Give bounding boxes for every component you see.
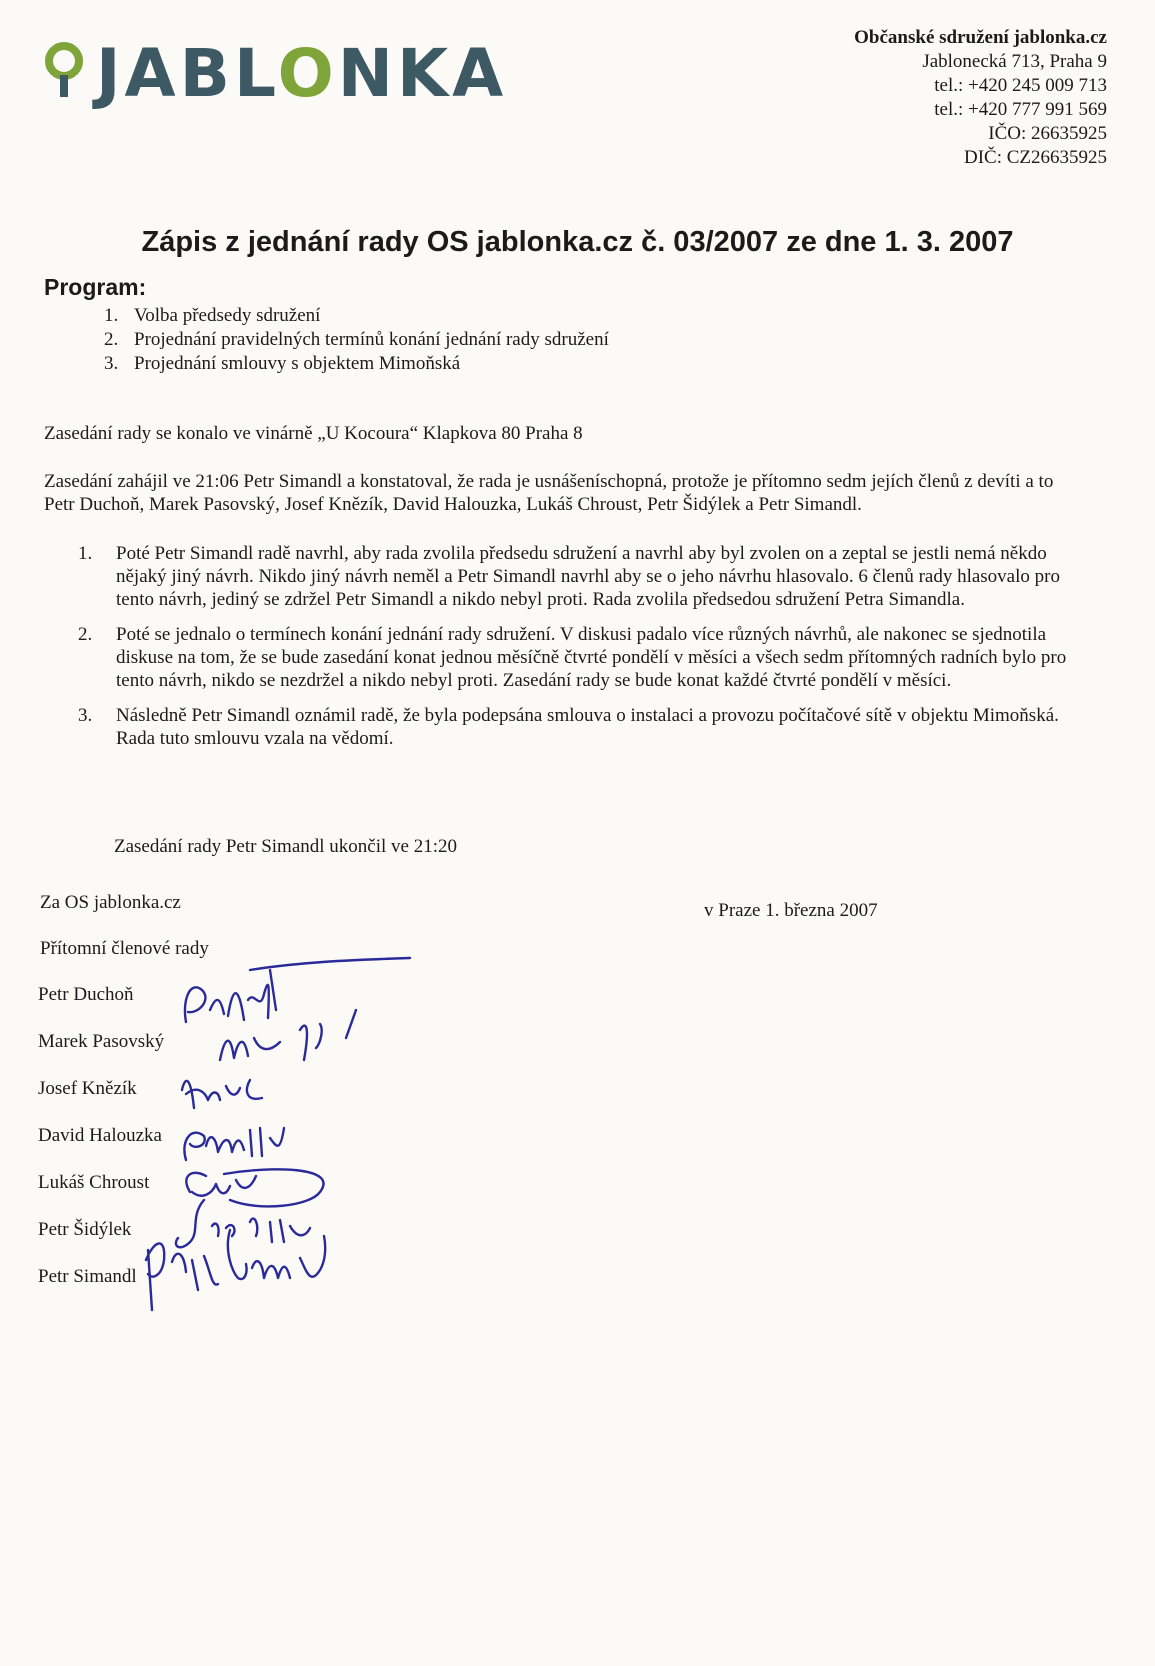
program-item: 3. Projednání smlouvy s objektem Mimoňská: [104, 353, 461, 374]
signature-halouzka: [184, 1128, 284, 1160]
org-phone-2: tel.: +420 777 991 569: [934, 99, 1107, 120]
org-ico: IČO: 26635925: [988, 123, 1107, 144]
member-name: Marek Pasovský: [38, 1031, 165, 1052]
logo-wordmark: JABLONKA: [96, 35, 508, 112]
signature-duchon: [185, 958, 410, 1022]
signature-chroust: [186, 1169, 323, 1206]
org-name: Občanské sdružení jablonka.cz: [854, 27, 1107, 48]
signature-simandl: [146, 1230, 325, 1310]
program-list: [104, 304, 609, 376]
minutes-item: 1. Poté Petr Simandl radě navrhl, aby rada zvolila předsedu sdružení a navrhl aby byl zvolen on a zeptal se jestli nemá někdo nějaký jiný návrh. Nikdo jiný návrh neměl a Petr Simandl navrhl aby se o jeho návrhu hlasovalo. 6 členů rady hlasovalo pro tento návrh, jediný se zdržel Petr Simandl a nikdo nebyl proti. Rada zvolila předsedou sdružení Petra Simandla.: [78, 543, 1060, 610]
member-name: Petr Šidýlek: [38, 1219, 132, 1240]
organization-info: [854, 26, 1107, 170]
member-name: Petr Duchoň: [38, 984, 134, 1005]
member-name: Josef Knězík: [38, 1078, 137, 1099]
jablonka-logo: [44, 35, 508, 112]
meeting-closing: Zasedání rady Petr Simandl ukončil ve 21:20: [114, 836, 457, 857]
signature-for-label: Za OS jablonka.cz: [40, 892, 181, 913]
org-phone-1: tel.: +420 245 009 713: [934, 75, 1107, 96]
org-dic: DIČ: CZ26635925: [963, 147, 1107, 168]
place-and-date: v Praze 1. března 2007: [704, 900, 878, 921]
signature-pasovsky: [220, 1010, 356, 1060]
program-item: 2. Projednání pravidelných termínů konání jednání rady sdružení: [104, 329, 609, 350]
handwritten-signatures: [120, 930, 420, 1330]
meeting-opening: Zasedání zahájil ve 21:06 Petr Simandl a konstatoval, že rada je usnášeníschopná, protože je přítomno sedm jejích členů z devíti a to Petr Duchoň, Marek Pasovský, Josef Knězík, David Halouzka, Lukáš Chroust, Petr Šidýlek a Petr Simandl.: [44, 471, 1054, 515]
document-title: Zápis z jednání rady OS jablonka.cz č. 03/2007 ze dne 1. 3. 2007: [141, 226, 1014, 258]
minutes-item: 2. Poté se jednalo o termínech konání jednání rady sdružení. V diskusi padalo více různých návrhů, ale nakonec se sjednotila diskuse na tom, že se bude zasedání konat jednou měsíčně čtvrté pondělí v měsíci a všech sedm přítomných radních bylo pro tento návrh, nikdo se nezdržel a nikdo nebyl proti. Zasedání rady se bude konat každé čtvrté pondělí v měsíci.: [78, 624, 1067, 691]
org-address: Jablonecká 713, Praha 9: [922, 51, 1107, 72]
meeting-place: Zasedání rady se konalo ve vinárně „U Kocoura“ Klapkova 80 Praha 8: [44, 423, 583, 444]
program-heading: Program:: [44, 274, 147, 300]
signature-knezik: [182, 1080, 262, 1108]
apple-mark-icon: [44, 39, 84, 109]
program-item: 1. Volba předsedy sdružení: [104, 305, 321, 326]
signature-sidylek: [176, 1200, 310, 1247]
minutes-items: [78, 542, 1078, 762]
member-name: David Halouzka: [38, 1125, 162, 1146]
member-name: Petr Simandl: [38, 1266, 137, 1287]
minutes-item: 3. Následně Petr Simandl oznámil radě, že byla podepsána smlouva o instalaci a provozu počítačové sítě v objektu Mimoňská. Rada tuto smlouvu vzala na vědomí.: [78, 705, 1059, 749]
member-name: Lukáš Chroust: [38, 1172, 150, 1193]
members-heading: Přítomní členové rady: [40, 938, 209, 959]
